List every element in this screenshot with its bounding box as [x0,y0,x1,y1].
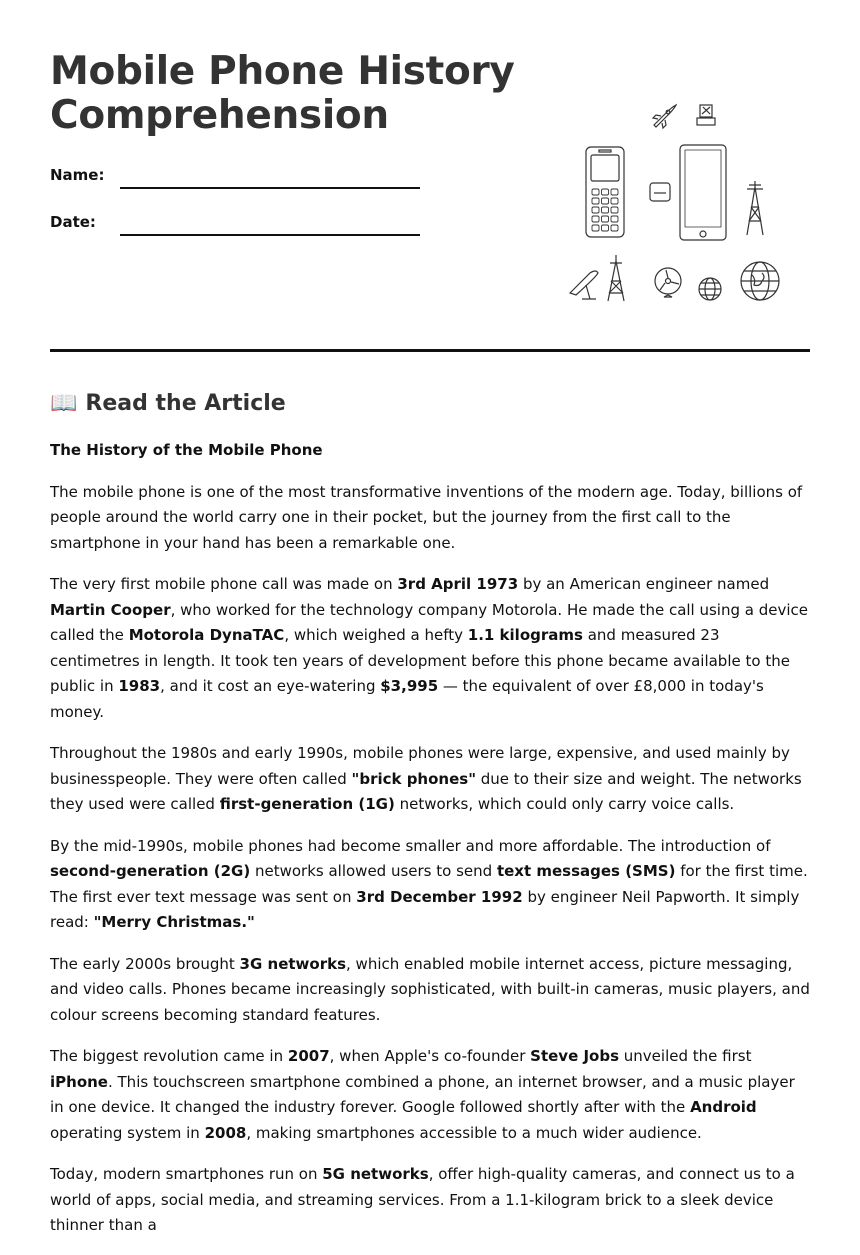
key-term: Martin Cooper [50,600,171,619]
key-term: 3rd December 1992 [356,887,523,906]
paragraph-text: The biggest revolution came in [50,1047,288,1065]
key-term: Motorola DynaTAC [128,626,285,644]
paragraph-text: . This touchscreen smartphone combined a phone, an internet browser, and a music player in one device. It changed the industry forever. Google followed shortly after with the [50,1072,795,1116]
paragraph-text: networks allowed users to send [250,862,497,880]
title-line-1: Mobile Phone History [50,49,515,94]
paragraph-text: networks, which could only carry voice calls. [394,795,735,813]
wind-turbine-icon [655,268,681,297]
paragraph-text: by engineer Neil Papworth. It simply read: [50,887,800,931]
key-term: 3G networks [239,954,347,973]
paragraph-text: by an American engineer named [518,575,770,593]
article-paragraph [50,572,812,725]
rocket-icon [653,105,676,128]
name-label: Name: [50,166,105,184]
key-term: "Merry Christmas." [93,913,255,931]
mobile-history-illustration [560,95,800,310]
key-term: $3,995 [380,677,439,695]
radio-mast-icon [608,255,624,301]
small-globe-icon [699,278,721,300]
paragraph-text: The mobile phone is one of the most transformative inventions of the modern age. Today, billions of people around the world carry one in their pocket, but the journey from the first call to the smartphone in your hand has been a remarkable one. [50,482,803,552]
article-paragraph [50,952,812,1029]
key-term: 5G networks [322,1165,429,1183]
name-write-line[interactable] [120,187,420,189]
paragraph-text: — the equivalent of over £8,000 in today's money. [50,677,764,721]
paragraph-text: The early 2000s brought [50,954,240,973]
paragraph-text: due to their size and weight. The networks they used were called [50,769,802,813]
key-term: iPhone [50,1072,108,1091]
worksheet-title [50,50,520,138]
section-heading-text: Read the Article [85,391,286,416]
article-paragraph [50,834,812,936]
article-body [50,480,812,1239]
date-write-line[interactable] [120,234,420,236]
article-paragraph [50,1044,812,1146]
paragraph-text: , who worked for the technology company Motorola. He made the call using a device called the [50,600,808,644]
satellite-dish-icon [570,271,598,299]
paragraph-text: , and it cost an eye-watering [160,677,381,695]
key-term: 1.1 kilograms [467,626,583,644]
article-title: The History of the Mobile Phone [50,441,323,459]
satellite-station-icon [697,105,715,125]
smartphone-icon [680,145,726,240]
paragraph-text: unveiled the first [619,1047,752,1065]
large-globe-icon [741,262,779,300]
key-term: 3rd April 1973 [397,575,519,593]
paragraph-text: , which weighed a hefty [284,626,468,644]
key-term: 1983 [118,677,161,695]
paragraph-text: , offer high-quality cameras, and connect us to a world of apps, social media, and streaming services. From a 1.1-kilogram brick to a sleek device thinner than a [50,1165,795,1234]
key-term: Steve Jobs [530,1047,620,1065]
paragraph-text: for the first time. The first ever text message was sent on [50,862,808,906]
key-term: text messages (SMS) [496,862,676,880]
paragraph-text: , which enabled mobile internet access, picture messaging, and video calls. Phones became increasingly sophisticated, with built-in cameras, music players, and colour screens becoming standard features. [50,954,810,1024]
date-label: Date: [50,213,96,231]
section-heading [50,389,286,419]
article [50,438,812,1255]
paragraph-text: Today, modern smartphones run on [50,1165,323,1183]
key-term: Android [690,1098,757,1116]
paragraph-text: By the mid-1990s, mobile phones had become smaller and more affordable. The introduction of [50,836,771,855]
title-line-2: Comprehension [50,93,389,138]
key-term: second-generation (2G) [50,862,251,880]
paragraph-text: and measured 23 centimetres in length. It took ten years of development before this phone became available to the public in [50,626,790,695]
paragraph-text: , making smartphones accessible to a much wider audience. [246,1123,702,1142]
key-term: 2007 [287,1047,330,1065]
header-divider [50,349,810,352]
key-term: first-generation (1G) [219,795,395,813]
sim-card-icon [650,183,670,201]
open-book-icon: 📖 [50,391,78,416]
key-term: "brick phones" [351,769,477,788]
paragraph-text: Throughout the 1980s and early 1990s, mobile phones were large, expensive, and used mainly by businesspeople. They were often called [50,744,790,788]
article-paragraph [50,1162,812,1239]
article-paragraph [50,480,812,557]
paragraph-text: operating system in [50,1123,205,1142]
paragraph-text: The very first mobile phone call was made on [50,575,398,593]
cell-tower-icon [747,181,763,235]
paragraph-text: , when Apple's co-founder [329,1047,531,1065]
brick-phone-icon [586,147,624,237]
article-paragraph [50,741,812,818]
key-term: 2008 [204,1123,247,1142]
